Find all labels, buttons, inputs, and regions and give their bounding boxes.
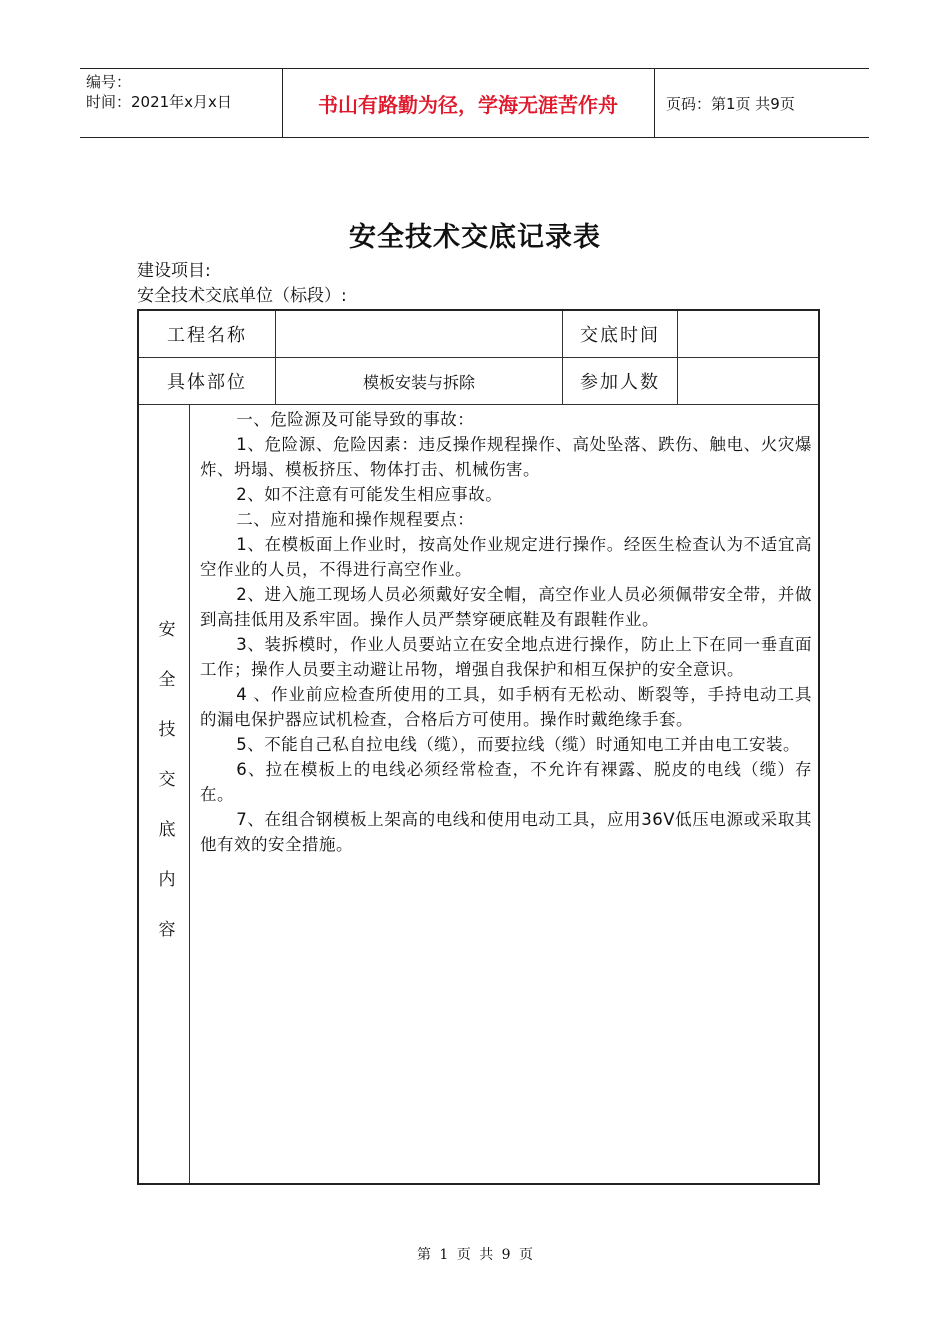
unit-label: 安全技术交底单位（标段）: (137, 286, 347, 306)
disclosure-time-label: 交底时间 (580, 325, 660, 346)
participants-value (678, 358, 818, 404)
project-name-label: 工程名称 (167, 325, 247, 346)
disclosure-time-value (678, 311, 818, 357)
content-paragraph: 一、危险源及可能导致的事故： (236, 410, 475, 429)
content-section-label (139, 405, 189, 1185)
content-paragraph: 2、进入施工现场人员必须戴好安全帽，高空作业人员必须佩带安全带，并做到高挂低用及系牢固。操作人员严禁穿硬底鞋及有跟鞋作业。 (200, 585, 812, 629)
content-paragraph: 3、装拆模时，作业人员要站立在安全地点进行操作，防止上下在同一垂直面工作；操作人员要主动避让吊物，增强自我保护和相互保护的安全意识。 (200, 635, 812, 679)
content-paragraph: 1、危险源、危险因素：违反操作规程操作、高处坠落、跌伤、触电、火灾爆炸、坍塌、模板挤压、物体打击、机械伤害。 (200, 435, 812, 479)
document-number: 编号： (86, 73, 132, 91)
content-paragraph: 7、在组合钢模板上架高的电线和使用电动工具，应用36V低压电源或采取其他有效的安全措施。 (200, 810, 812, 854)
document-date: 时间：2021年x月x日 (86, 93, 232, 111)
project-name-value (276, 311, 562, 357)
header-page-info: 页码：第1页 共9页 (666, 94, 795, 113)
row-divider (139, 404, 818, 405)
document-title: 安全技术交底记录表 (349, 222, 601, 253)
content-paragraph: 6、拉在模板上的电线必须经常检查，不允许有裸露、脱皮的电线（缆）存在。 (200, 760, 812, 804)
disclosure-content (200, 407, 812, 857)
content-section-label-text: 安全技交底内容 (154, 620, 175, 970)
disclosure-form (137, 309, 820, 1185)
content-paragraph: 1、在模板面上作业时，按高处作业规定进行操作。经医生检查认为不适宜高空作业的人员，不得进行高空作业。 (200, 535, 812, 579)
participants-label: 参加人数 (580, 372, 660, 393)
page-footer: 第 1 页 共 9 页 (416, 1247, 534, 1263)
column-divider (189, 404, 190, 1183)
content-paragraph: 5、不能自己私自拉电线（缆），而要拉线（缆）时通知电工并由电工安装。 (236, 735, 801, 754)
page-header (80, 68, 869, 138)
location-value: 模板安装与拆除 (362, 372, 475, 392)
header-motto: 书山有路勤为径，学海无涯苦作舟 (318, 92, 618, 117)
content-paragraph: 二、应对措施和操作规程要点： (236, 510, 475, 529)
project-label: 建设项目: (137, 261, 211, 281)
location-label: 具体部位 (167, 372, 247, 393)
header-info (86, 72, 282, 112)
header-divider (654, 69, 655, 137)
content-paragraph: 4 、作业前应检查所使用的工具，如手柄有无松动、断裂等，手持电动工具的漏电保护器应试机检查，合格后方可使用。操作时戴绝缘手套。 (200, 685, 812, 729)
content-paragraph: 2、如不注意有可能发生相应事故。 (236, 485, 503, 504)
